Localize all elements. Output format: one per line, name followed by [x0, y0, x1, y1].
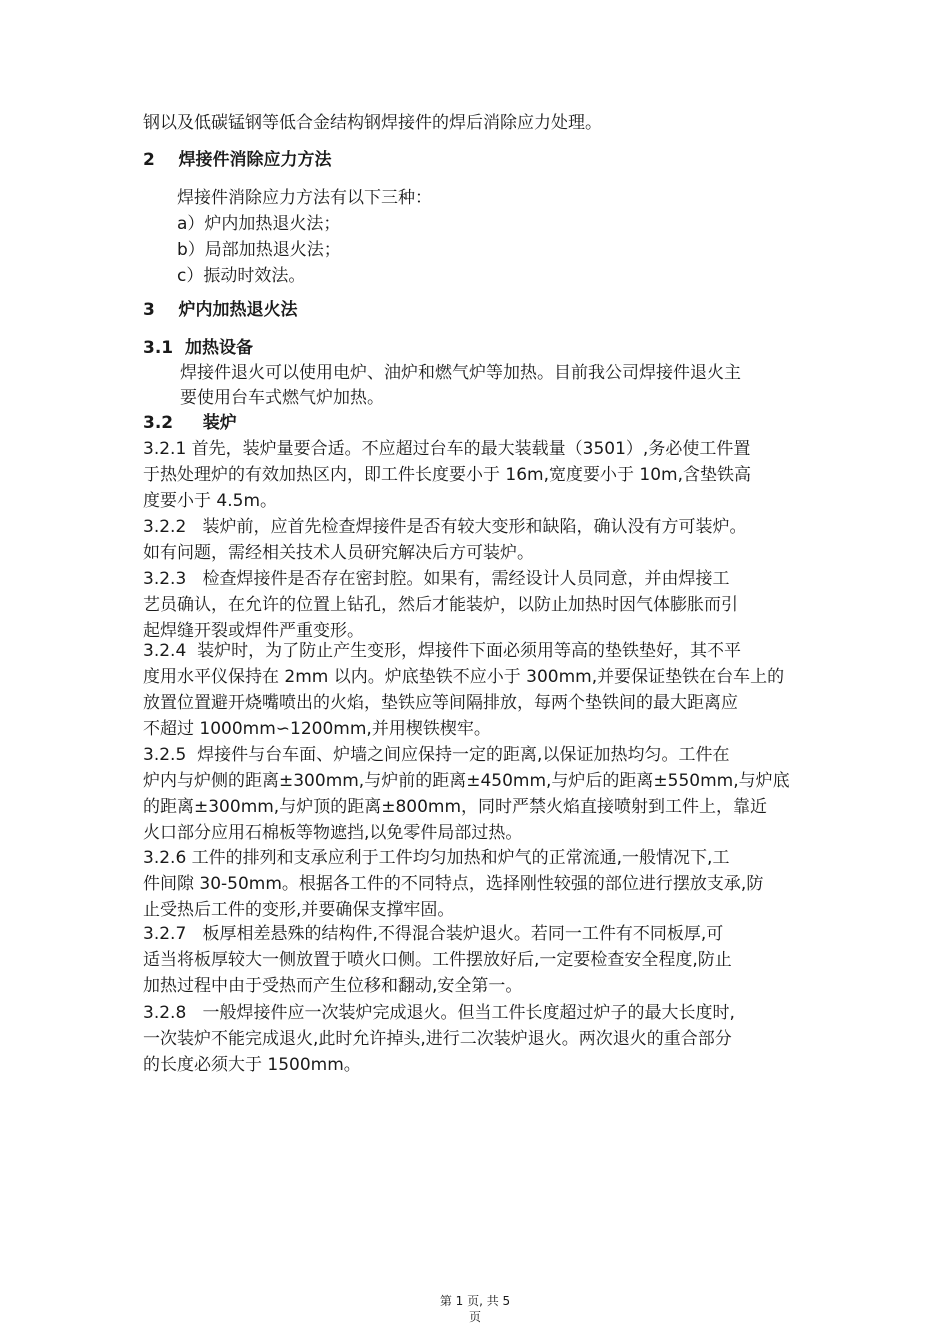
body-text-line: 3.2.1 首先，装炉量要合适。不应超过台车的最大装载量（3501）,务必使工件置 [143, 439, 751, 459]
subsection-heading-3-2: 3.2 装炉 [143, 413, 237, 433]
body-text-line: 适当将板厚较大一侧放置于喷火口侧。工件摆放好后,一定要检查安全程度,防止 [143, 950, 732, 970]
body-text-line: 3.2.4 装炉时，为了防止产生变形，焊接件下面必须用等高的垫铁垫好，其不平 [143, 641, 742, 661]
list-item-b: b）局部加热退火法； [177, 240, 341, 260]
section-heading-2: 2 焊接件消除应力方法 [143, 150, 332, 170]
body-text-line: 放置位置避开烧嘴喷出的火焰，垫铁应等间隔排放，每两个垫铁间的最大距离应 [143, 693, 738, 713]
body-text-line: 止受热后工件的变形,并要确保支撑牢固。 [143, 900, 455, 920]
section-heading-3: 3 炉内加热退火法 [143, 300, 298, 320]
body-text-line: 3.2.8 一般焊接件应一次装炉完成退火。但当工件长度超过炉子的最大长度时, [143, 1003, 735, 1023]
body-text-line: 3.2.6 工件的排列和支承应利于工件均匀加热和炉气的正常流通,一般情况下,工 [143, 848, 730, 868]
body-text-line: 炉内与炉侧的距离±300mm,与炉前的距离±450mm,与炉后的距离±550mm,与炉底 [143, 771, 790, 791]
body-text-line: 不超过 1000mm∽1200mm,并用楔铁楔牢。 [143, 719, 491, 739]
body-text-line: 加热过程中由于受热而产生位移和翻动,安全第一。 [143, 976, 523, 996]
body-text-line: 度用水平仪保持在 2mm 以内。炉底垫铁不应小于 300mm,并要保证垫铁在台车上的 [143, 667, 785, 687]
list-item-a: a）炉内加热退火法； [177, 214, 341, 234]
body-text-line: 件间隙 30-50mm。根据各工件的不同特点，选择刚性较强的部位进行摆放支承,防 [143, 874, 764, 894]
body-text-line: 起焊缝开裂或焊件严重变形。 [143, 621, 364, 641]
subsection-heading-3-1: 3.1 加热设备 [143, 338, 253, 358]
body-text-line: 的长度必须大于 1500mm。 [143, 1055, 361, 1075]
body-text-line: 3.2.2 装炉前，应首先检查焊接件是否有较大变形和缺陷，确认没有方可装炉。 [143, 517, 747, 537]
body-text-line: 焊接件消除应力方法有以下三种： [177, 188, 432, 208]
body-text-line: 火口部分应用石棉板等物遮挡,以免零件局部过热。 [143, 823, 523, 843]
body-text-line: 3.2.3 检查焊接件是否存在密封腔。如果有，需经设计人员同意，并由焊接工 [143, 569, 730, 589]
body-text-line: 的距离±300mm,与炉顶的距离±800mm，同时严禁火焰直接喷射到工件上，靠近 [143, 797, 768, 817]
body-text-line: 艺员确认，在允许的位置上钻孔，然后才能装炉，以防止加热时因气体膨胀而引 [143, 595, 738, 615]
page-number-footer: 第 1 页, 共 5 [439, 1294, 511, 1308]
body-text-line: 度要小于 4.5m。 [143, 491, 277, 511]
body-text-line: 于热处理炉的有效加热区内，即工件长度要小于 16m,宽度要小于 10m,含垫铁高 [143, 465, 751, 485]
list-item-c: c）振动时效法。 [177, 266, 306, 286]
page-number-footer-continued: 页 [468, 1310, 481, 1324]
body-text-line: 3.2.7 板厚相差悬殊的结构件,不得混合装炉退火。若同一工件有不同板厚,可 [143, 924, 724, 944]
body-text-line: 焊接件退火可以使用电炉、油炉和燃气炉等加热。目前我公司焊接件退火主 [180, 363, 741, 383]
body-text-line: 要使用台车式燃气炉加热。 [180, 388, 384, 408]
body-text-line: 钢以及低碳锰钢等低合金结构钢焊接件的焊后消除应力处理。 [143, 113, 602, 133]
body-text-line: 一次装炉不能完成退火,此时允许掉头,进行二次装炉退火。两次退火的重合部分 [143, 1029, 732, 1049]
body-text-line: 3.2.5 焊接件与台车面、炉墙之间应保持一定的距离,以保证加热均匀。工件在 [143, 745, 730, 765]
body-text-line: 如有问题，需经相关技术人员研究解决后方可装炉。 [143, 543, 534, 563]
